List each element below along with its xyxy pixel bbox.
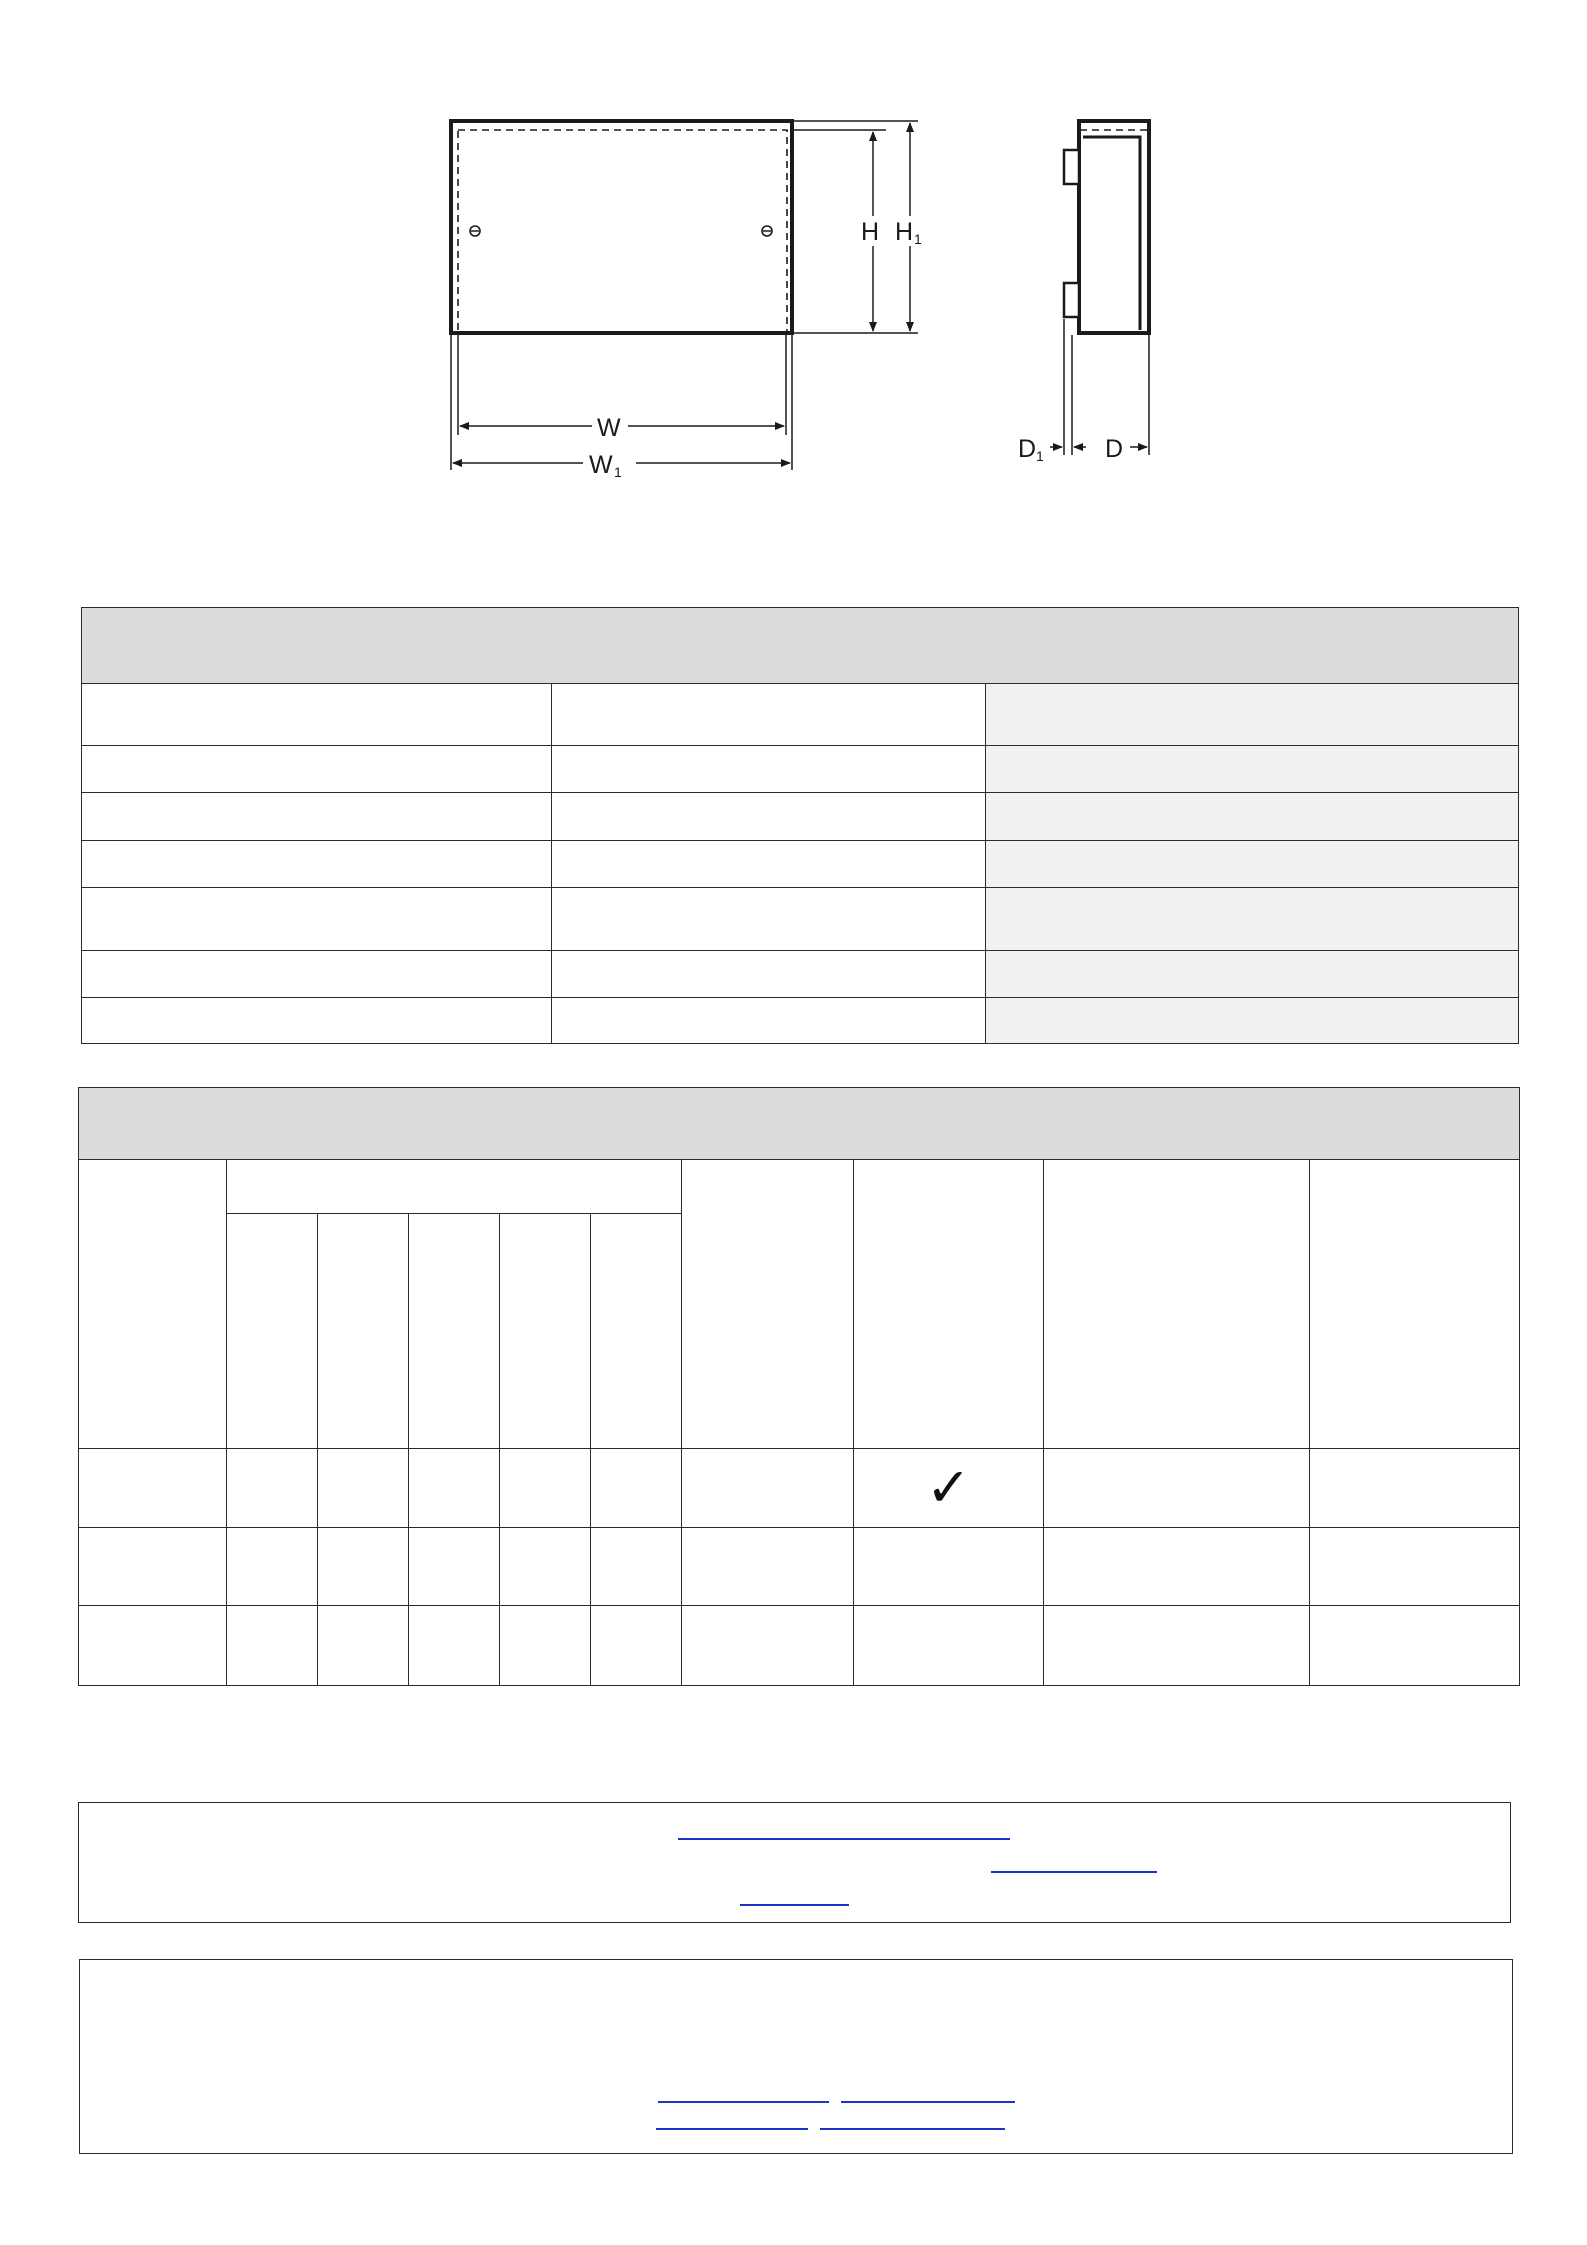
column-header <box>1310 1160 1520 1449</box>
spec-value-cell <box>552 998 986 1044</box>
overall-height-subscript: 1 <box>914 231 922 247</box>
spec-label-cell <box>82 951 552 998</box>
hyperlink[interactable] <box>820 2128 1005 2130</box>
table-row <box>79 1449 1520 1528</box>
spec-note-cell <box>986 998 1519 1044</box>
hyperlink[interactable] <box>740 1904 849 1906</box>
depth-dimension <box>1050 319 1149 455</box>
recess-depth-label: D <box>1018 435 1037 463</box>
specification-table <box>81 607 1519 1044</box>
overall-height-label: H <box>895 218 914 246</box>
dimension-subheader <box>409 1214 500 1449</box>
hyperlink[interactable] <box>656 2128 808 2130</box>
spec-label-cell <box>82 998 552 1044</box>
spec-value-cell <box>552 841 986 888</box>
spec-note-cell <box>986 746 1519 793</box>
dimensions-group-header <box>227 1160 682 1214</box>
recess-depth-subscript: 1 <box>1036 448 1044 464</box>
dimension-subheader <box>318 1214 409 1449</box>
variants-table-header <box>79 1088 1520 1160</box>
spec-note-cell <box>986 684 1519 746</box>
hyperlink[interactable] <box>678 1838 1010 1840</box>
height-label: H <box>861 218 880 246</box>
hyperlink[interactable] <box>841 2101 1015 2103</box>
column-header <box>854 1160 1044 1449</box>
spec-note-cell <box>986 841 1519 888</box>
overall-width-subscript: 1 <box>614 464 622 480</box>
dimension-subheader <box>591 1214 682 1449</box>
spec-note-cell <box>986 888 1519 951</box>
dimension-drawing <box>0 0 1587 560</box>
column-header <box>1044 1160 1310 1449</box>
checkmark-icon: ✓ <box>854 1449 1044 1528</box>
depth-label: D <box>1105 435 1124 463</box>
dimension-subheader <box>500 1214 591 1449</box>
spec-note-cell <box>986 951 1519 998</box>
screw-icon-left <box>470 226 480 236</box>
front-view <box>451 121 792 333</box>
spec-value-cell <box>552 684 986 746</box>
screw-icon-right <box>762 226 772 236</box>
table-row <box>79 1528 1520 1606</box>
spec-label-cell <box>82 841 552 888</box>
spec-value-cell <box>552 793 986 841</box>
spec-table-header <box>82 608 1519 684</box>
spec-value-cell <box>552 888 986 951</box>
spec-label-cell <box>82 888 552 951</box>
table-row <box>79 1606 1520 1686</box>
variant-column-header <box>79 1160 227 1449</box>
spec-note-cell <box>986 793 1519 841</box>
spec-label-cell <box>82 793 552 841</box>
spec-value-cell <box>552 951 986 998</box>
contact-panel <box>79 1959 1513 2154</box>
spec-label-cell <box>82 746 552 793</box>
width-label: W <box>597 414 621 442</box>
dimension-subheader <box>227 1214 318 1449</box>
side-view <box>1064 121 1149 333</box>
product-variants-table <box>78 1087 1520 1686</box>
width-dimension <box>451 335 792 470</box>
hyperlink[interactable] <box>991 1871 1157 1873</box>
column-header <box>682 1160 854 1449</box>
overall-width-label: W <box>589 451 613 479</box>
hyperlink[interactable] <box>658 2101 829 2103</box>
spec-label-cell <box>82 684 552 746</box>
spec-value-cell <box>552 746 986 793</box>
